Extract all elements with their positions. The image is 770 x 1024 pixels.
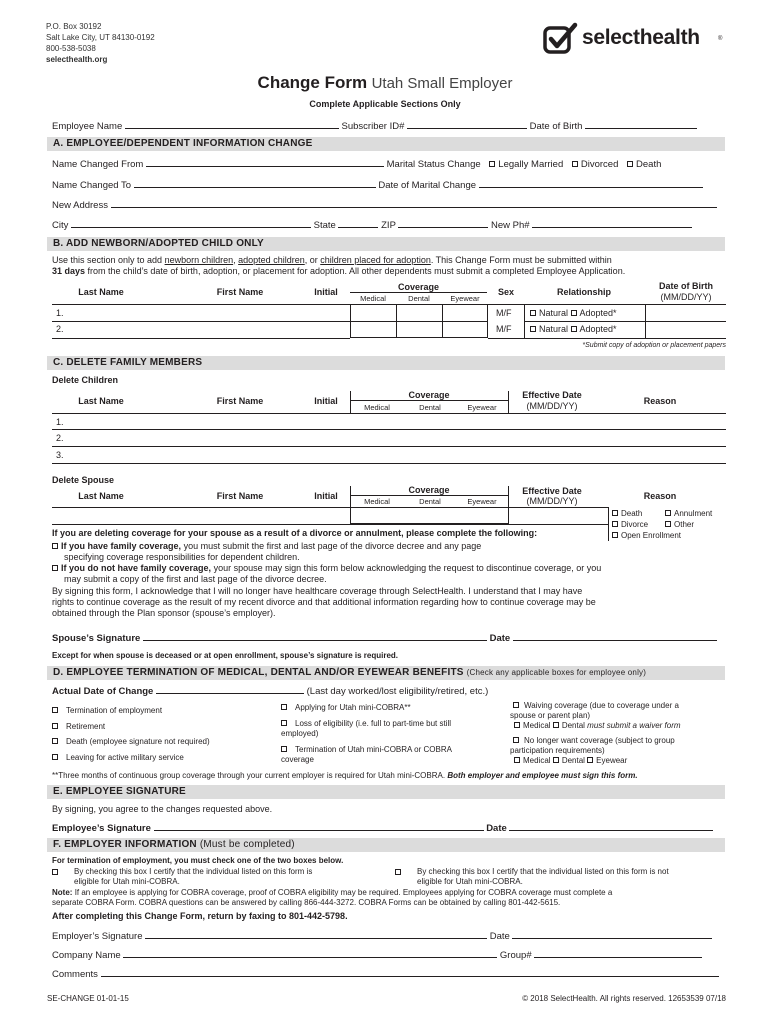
- comments-label: Comments: [52, 969, 98, 980]
- col-initial: Initial: [314, 287, 338, 297]
- death-label: Death: [636, 159, 662, 170]
- employee-signature-field[interactable]: [154, 822, 484, 831]
- loss-eligibility-checkbox[interactable]: [281, 720, 287, 726]
- section-c-heading: C. DELETE FAMILY MEMBERS: [47, 356, 725, 370]
- no-family-coverage-checkbox[interactable]: [52, 565, 58, 571]
- employee-name-field[interactable]: [125, 120, 339, 129]
- col-dental: Dental: [408, 294, 430, 303]
- employer-signature-label: Employer’s Signature: [52, 931, 143, 942]
- mini-cobra-checkbox[interactable]: [281, 704, 287, 710]
- divorced-checkbox[interactable]: [572, 161, 578, 167]
- col-reason: Reason: [643, 491, 677, 501]
- row-divider: [524, 321, 726, 322]
- cobra-not-eligible-checkbox[interactable]: [395, 869, 401, 875]
- employee-name-label: Employee Name: [52, 121, 123, 132]
- col-dob-format: (MM/DD/YY): [660, 292, 712, 302]
- spouse-date-label: Date: [489, 633, 511, 644]
- name-changed-from-field[interactable]: [146, 158, 384, 167]
- note-label: Note:: [52, 888, 73, 897]
- col-effective-format: (MM/DD/YY): [526, 401, 578, 411]
- row-divider: [52, 524, 608, 525]
- waive-medical-label: Medical: [523, 721, 551, 730]
- title-main: Change Form: [257, 73, 368, 92]
- return-address: [46, 21, 155, 65]
- legally-married-label: Legally Married: [498, 159, 564, 170]
- section-d-heading: [47, 666, 725, 680]
- family-coverage-bold: If you have family coverage,: [61, 541, 182, 551]
- intro-text: . This Change Form must be submitted within: [430, 255, 612, 265]
- spouse-date-field[interactable]: [513, 632, 717, 641]
- intro-separator: ,: [233, 255, 236, 265]
- coverage-divider: [350, 292, 487, 293]
- reason-death-label: Death: [621, 509, 643, 518]
- col-eyewear: Eyewear: [467, 403, 497, 412]
- reason-death-checkbox[interactable]: [612, 510, 618, 516]
- cobra-termination-label: Termination of Utah mini-COBRA or COBRA: [295, 745, 452, 754]
- intro-text: from the child’s date of birth, adoption, or placement for adoption. All other dependents must submit a completed Employee Application.: [87, 266, 626, 276]
- reason-open-enrollment-label: Open Enrollment: [621, 531, 682, 540]
- drop-eyewear-label: Eyewear: [596, 756, 628, 765]
- fax-instructions: After completing this Change Form, return by faxing to 801-442-5798.: [52, 911, 348, 921]
- col-sex: Sex: [497, 287, 514, 297]
- actual-date-label: Actual Date of Change: [52, 686, 154, 697]
- reason-options: [612, 508, 712, 541]
- termination-reasons-col3: [510, 701, 681, 766]
- zip-field[interactable]: [398, 219, 488, 228]
- no-family-bold: If you do not have family coverage,: [61, 563, 212, 573]
- col-eyewear: Eyewear: [450, 294, 480, 303]
- section-f-title: F. EMPLOYER INFORMATION: [53, 839, 197, 850]
- new-phone-field[interactable]: [532, 219, 692, 228]
- cobra-eligible-option: [52, 867, 392, 887]
- group-number-label: Group#: [499, 950, 532, 961]
- cobra-eligible-label: By checking this box I certify that the individual listed on this form is: [74, 867, 313, 876]
- city-label: City: [52, 220, 69, 231]
- row-number: 1.: [56, 417, 64, 427]
- address-line: Salt Lake City, UT 84130-0192: [46, 33, 155, 42]
- col-first-name: First Name: [216, 396, 264, 406]
- adopted-checkbox[interactable]: [571, 326, 577, 332]
- agreement-text: By signing, you agree to the changes requested above.: [52, 804, 273, 814]
- company-name-field[interactable]: [123, 949, 497, 958]
- waiving-coverage-label: spouse or parent plan): [510, 711, 591, 720]
- family-coverage-text: specifying coverage responsibilities for dependent children.: [64, 552, 300, 562]
- col-effective-date: Effective Date: [522, 390, 582, 400]
- col-medical: Medical: [360, 294, 386, 303]
- adopted-checkbox[interactable]: [571, 310, 577, 316]
- acknowledgment-text: rights to continue coverage as the result of my recent divorce and that additional information regarding how to continue coverage may be: [52, 597, 596, 607]
- row-number: 2.: [56, 433, 64, 443]
- drop-dental-label: Dental: [561, 756, 585, 765]
- table-top-rule: [52, 413, 726, 414]
- newborn-link-text: newborn children: [164, 255, 234, 265]
- marital-status-label: Marital Status Change: [386, 159, 481, 170]
- col-coverage: Coverage: [397, 282, 440, 292]
- waive-dental-label: Dental: [561, 721, 585, 730]
- placed-link-text: children placed for adoption: [320, 255, 431, 265]
- sex-option[interactable]: M/F: [496, 324, 512, 334]
- employee-date-label: Date: [486, 823, 507, 834]
- termination-label: Termination of employment: [66, 706, 163, 715]
- col-last-name: Last Name: [78, 491, 124, 501]
- zip-label: ZIP: [381, 220, 396, 231]
- col-initial: Initial: [314, 396, 338, 406]
- cobra-not-eligible-label: eligible for Utah mini-COBRA.: [417, 877, 523, 886]
- sex-option[interactable]: M/F: [496, 308, 512, 318]
- drop-medical-checkbox[interactable]: [514, 757, 520, 763]
- adopted-label: Adopted*: [579, 308, 617, 318]
- termination-reasons-col2: [281, 703, 452, 765]
- col-eyewear: Eyewear: [467, 497, 497, 506]
- col-last-name: Last Name: [78, 396, 124, 406]
- delete-spouse-label: Delete Spouse: [52, 475, 115, 485]
- reason-divorce-label: Divorce: [621, 520, 649, 529]
- retirement-label: Retirement: [66, 721, 106, 731]
- cobra-note: [52, 888, 612, 908]
- copyright: © 2018 SelectHealth. All rights reserved. 12653539 07/18: [522, 994, 726, 1003]
- waive-dental-checkbox[interactable]: [553, 722, 559, 728]
- divorce-heading: If you are deleting coverage for your spouse as a result of a divorce or annulment, please complete the following:: [52, 528, 538, 538]
- note-text: separate COBRA Form. COBRA questions can be answered by calling 866-444-3272. COBRA Forms can be obtained by calling 801-442-5615.: [52, 898, 561, 907]
- family-coverage-text: you must submit the first and last page of the divorce decree and any page: [183, 541, 482, 551]
- selecthealth-logo: [542, 22, 727, 56]
- row-divider: [52, 338, 350, 339]
- drop-eyewear-checkbox[interactable]: [587, 757, 593, 763]
- loss-eligibility-label: Loss of eligibility (i.e. full to part-time but still: [295, 719, 452, 728]
- death-checkbox[interactable]: [627, 161, 633, 167]
- col-first-name: First Name: [216, 287, 264, 297]
- waiving-coverage-checkbox[interactable]: [513, 702, 519, 708]
- termination-checkbox[interactable]: [52, 707, 58, 713]
- new-address-field[interactable]: [111, 199, 717, 208]
- coverage-header-box: [350, 391, 509, 413]
- col-effective-date: Effective Date: [522, 486, 582, 496]
- reason-other-label: Other: [674, 520, 695, 529]
- legally-married-checkbox[interactable]: [489, 161, 495, 167]
- employer-signature-field[interactable]: [145, 930, 487, 939]
- adopted-label: Adopted*: [579, 324, 617, 334]
- spouse-signature-note: Except for when spouse is deceased or at open enrollment, spouse’s signature is required.: [52, 651, 399, 660]
- mini-cobra-footnote: [52, 771, 638, 780]
- reason-other-checkbox[interactable]: [665, 521, 671, 527]
- state-field[interactable]: [338, 219, 378, 228]
- subscriber-id-field[interactable]: [407, 120, 527, 129]
- marital-change-date-label: Date of Marital Change: [378, 180, 477, 191]
- row-divider: [488, 338, 726, 339]
- adoption-footnote: *Submit copy of adoption or placement papers: [582, 342, 726, 349]
- col-coverage: Coverage: [408, 390, 450, 400]
- natural-label: Natural: [539, 324, 569, 334]
- col-rule: [608, 507, 609, 541]
- natural-checkbox[interactable]: [530, 310, 536, 316]
- row-divider: [52, 321, 350, 322]
- name-changed-to-field[interactable]: [134, 179, 376, 188]
- row-divider: [52, 446, 726, 447]
- section-b-heading: B. ADD NEWBORN/ADOPTED CHILD ONLY: [47, 237, 725, 251]
- waive-medical-checkbox[interactable]: [514, 722, 520, 728]
- drop-dental-checkbox[interactable]: [553, 757, 559, 763]
- spouse-signature-label: Spouse’s Signature: [52, 633, 141, 644]
- intro-text: Use this section only to add: [52, 255, 163, 265]
- natural-label: Natural: [539, 308, 569, 318]
- col-first-name: First Name: [216, 491, 264, 501]
- website: selecthealth.org: [46, 55, 108, 64]
- address-line: P.O. Box 30192: [46, 22, 102, 31]
- name-changed-to-label: Name Changed To: [52, 180, 132, 191]
- marital-change-date-field[interactable]: [479, 179, 703, 188]
- actual-date-field[interactable]: [156, 685, 304, 694]
- row-divider: [350, 321, 488, 322]
- title-sub: Utah Small Employer: [371, 75, 513, 92]
- section-a-heading: A. EMPLOYEE/DEPENDENT INFORMATION CHANGE: [47, 137, 725, 151]
- new-phone-label: New Ph#: [491, 220, 530, 231]
- form-code: SE-CHANGE 01-01-15: [47, 994, 129, 1003]
- actual-date-note: (Last day worked/lost eligibility/retired, etc.): [306, 686, 489, 697]
- section-f-heading: [47, 838, 725, 852]
- col-last-name: Last Name: [78, 287, 124, 297]
- footnote-bold: Both employer and employee must sign this form.: [447, 771, 638, 780]
- cobra-not-eligible-label: By checking this box I certify that the individual listed on this form is not: [417, 867, 669, 876]
- waiver-note: must submit a waiver form: [587, 721, 681, 730]
- logo-wordmark: selecthealth: [582, 26, 700, 49]
- loss-eligibility-label: employed): [281, 729, 319, 738]
- spouse-coverage-box[interactable]: [350, 486, 509, 524]
- col-coverage: Coverage: [408, 485, 450, 495]
- section-f-note: (Must be completed): [199, 839, 295, 850]
- no-longer-want-label: No longer want coverage (subject to group: [524, 736, 675, 745]
- cobra-eligible-checkbox[interactable]: [52, 869, 58, 875]
- section-b-intro: [52, 255, 732, 277]
- group-number-field[interactable]: [534, 949, 702, 958]
- new-address-label: New Address: [52, 200, 108, 211]
- col-initial: Initial: [314, 491, 338, 501]
- mini-cobra-label: Applying for Utah mini-COBRA**: [295, 703, 411, 712]
- military-checkbox[interactable]: [52, 754, 58, 760]
- no-longer-want-checkbox[interactable]: [513, 737, 519, 743]
- employee-death-label: Death (employee signature not required): [66, 737, 210, 746]
- cobra-termination-checkbox[interactable]: [281, 746, 287, 752]
- waiving-coverage-label: Waiving coverage (due to coverage under a: [524, 701, 679, 710]
- subscriber-id-label: Subscriber ID#: [341, 121, 405, 132]
- name-changed-from-label: Name Changed From: [52, 159, 144, 170]
- employer-date-label: Date: [489, 931, 510, 942]
- row-divider: [52, 429, 726, 430]
- col-dob: Date of Birth: [659, 281, 713, 291]
- days-limit: 31 days: [52, 266, 86, 276]
- row-number: 1.: [56, 308, 64, 318]
- comments-field[interactable]: [101, 968, 719, 977]
- military-label: Leaving for active military service: [66, 752, 184, 762]
- note-text: If an employee is applying for COBRA coverage, proof of COBRA eligibility may be required. Employees applying for COBRA coverage must complete a: [74, 888, 613, 897]
- termination-reasons-col1: [52, 703, 210, 765]
- termination-heading: For termination of employment, you must check one of the two boxes below.: [52, 856, 344, 865]
- cobra-termination-label: coverage: [281, 755, 314, 764]
- acknowledgment-text: obtained through the Plan sponsor (spouse’s employer).: [52, 608, 276, 618]
- col-dental: Dental: [419, 497, 441, 506]
- employee-date-field[interactable]: [509, 822, 713, 831]
- reason-divorce-checkbox[interactable]: [612, 521, 618, 527]
- cobra-not-eligible-option: [395, 867, 735, 887]
- natural-checkbox[interactable]: [530, 326, 536, 332]
- company-name-label: Company Name: [52, 950, 121, 961]
- no-family-text: may submit a copy of the first and last page of the divorce decree.: [64, 574, 327, 584]
- spouse-signature-field[interactable]: [143, 632, 487, 641]
- reason-annulment-checkbox[interactable]: [665, 510, 671, 516]
- col-dental: Dental: [419, 403, 441, 412]
- acknowledgment-text: By signing this form, I acknowledge that I will no longer have healthcare coverage through SelectHealth. I understand that I may have: [52, 586, 583, 596]
- drop-medical-label: Medical: [523, 756, 551, 765]
- reason-open-enrollment-checkbox[interactable]: [612, 532, 618, 538]
- cobra-eligible-label: eligible for Utah mini-COBRA.: [74, 877, 180, 886]
- retirement-checkbox[interactable]: [52, 723, 58, 729]
- table-top-rule: [52, 507, 608, 508]
- page-subtitle: Complete Applicable Sections Only: [309, 99, 461, 109]
- row-divider: [52, 463, 726, 464]
- checkmark-logo-icon: [542, 22, 580, 56]
- footnote-text: **Three months of continuous group coverage through your current employer is required for Utah mini-COBRA.: [52, 771, 446, 780]
- col-medical: Medical: [364, 497, 390, 506]
- col-relationship: Relationship: [556, 287, 611, 297]
- dob-field[interactable]: [585, 120, 697, 129]
- delete-children-label: Delete Children: [52, 375, 119, 385]
- row-number: 2.: [56, 324, 64, 334]
- page-title: [0, 73, 770, 93]
- col-medical: Medical: [364, 403, 390, 412]
- state-label: State: [313, 220, 336, 231]
- reason-annulment-label: Annulment: [674, 509, 713, 518]
- employee-signature-label: Employee’s Signature: [52, 823, 151, 834]
- city-field[interactable]: [71, 219, 311, 228]
- section-d-note: (Check any applicable boxes for employee only): [466, 668, 647, 677]
- divorced-label: Divorced: [580, 159, 619, 170]
- section-d-title: D. EMPLOYEE TERMINATION OF MEDICAL, DENTAL AND/OR EYEWEAR BENEFITS: [53, 667, 464, 678]
- employee-death-checkbox[interactable]: [52, 738, 58, 744]
- col-reason: Reason: [643, 396, 677, 406]
- registered-mark: ®: [718, 36, 723, 42]
- divorce-instructions: [52, 541, 732, 619]
- address-line: 800-538-5038: [46, 44, 96, 53]
- section-e-heading: E. EMPLOYEE SIGNATURE: [47, 785, 725, 799]
- row-number: 3.: [56, 450, 64, 460]
- employer-date-field[interactable]: [512, 930, 712, 939]
- family-coverage-checkbox[interactable]: [52, 543, 58, 549]
- adopted-link-text: adopted children: [238, 255, 305, 265]
- intro-separator: , or: [304, 255, 318, 265]
- no-longer-want-label: participation requirements): [510, 746, 605, 755]
- no-family-text: your spouse may sign this form below acknowledging the request to discontinue coverage, or you: [213, 563, 602, 573]
- dob-label: Date of Birth: [529, 121, 583, 132]
- col-effective-format: (MM/DD/YY): [526, 496, 578, 506]
